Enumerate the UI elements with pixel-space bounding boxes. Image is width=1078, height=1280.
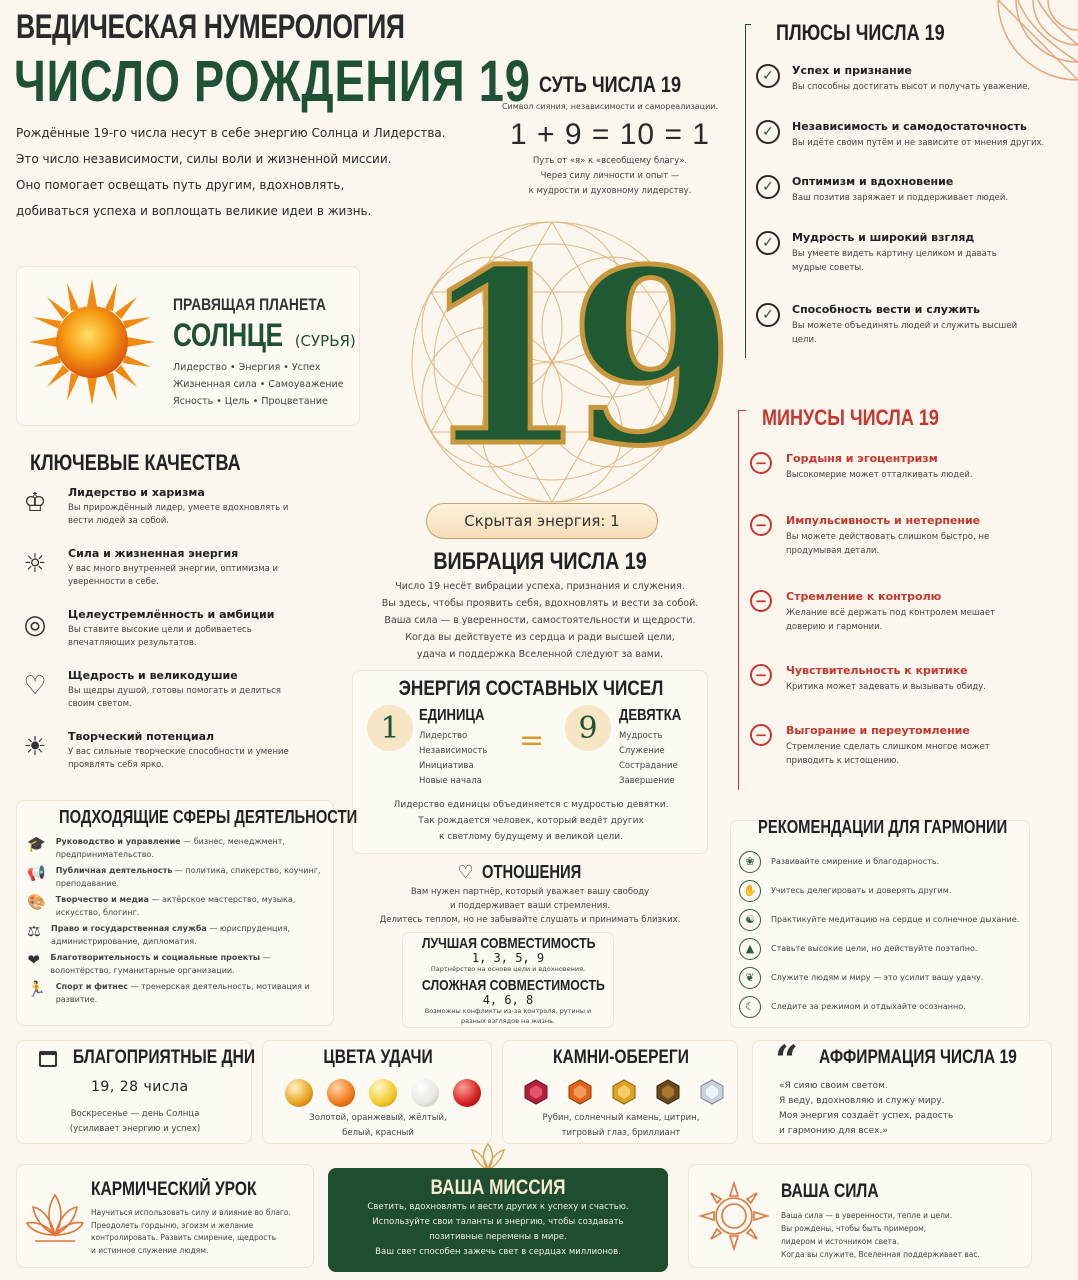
component-nine-name: ДЕВЯТКА (619, 707, 682, 724)
power-line: лидером и источником света. (781, 1237, 899, 1246)
intro-line: Оно помогает освещать путь другим, вдохновлять, (16, 178, 345, 192)
sphere-item (27, 893, 323, 922)
quality-title: Сила и жизненная энергия (68, 547, 239, 560)
essence-line: Путь от «я» к «всеобщему благу». (532, 156, 688, 166)
planet-name-row (173, 317, 356, 354)
fitness-icon: 🏃 (27, 980, 46, 998)
best-compat-note: Партнёрство на основе цели и вдохновения. (430, 965, 586, 973)
component-trait: Лидерство (419, 731, 468, 741)
vibration-title: ВИБРАЦИЯ ЧИСЛА 19 (433, 548, 647, 575)
minus-item (750, 452, 1050, 514)
stones-title: КАМНИ-ОБЕРЕГИ (553, 1047, 689, 1068)
relations-line: и поддерживает ваши стремления. (449, 901, 611, 911)
stones-line: тигровый глаз, бриллиант (561, 1128, 681, 1138)
minus-icon: − (750, 724, 772, 746)
component-trait: Инициатива (419, 761, 474, 771)
megaphone-icon: 📢 (27, 864, 46, 882)
equals-sign: = (519, 723, 545, 758)
minus-item-desc: Вы можете действовать слишком быстро, не продумывая детали. (786, 532, 990, 556)
colors-line: белый, красный (342, 1128, 414, 1138)
check-icon: ✓ (756, 64, 780, 88)
days-card (16, 1040, 256, 1144)
planet-trait: Жизненная сила • Самоуважение (173, 379, 344, 390)
planet-name: СОЛНЦЕ (173, 317, 283, 353)
summary-line: Лидерство единицы объединяется с мудростью девятки. (393, 800, 669, 810)
hard-compat-title: СЛОЖНАЯ СОВМЕСТИМОСТЬ (421, 977, 605, 994)
minuses-title: МИНУСЫ ЧИСЛА 19 (762, 405, 939, 430)
karmic-card (16, 1164, 314, 1268)
plus-item-title: Способность вести и служить (792, 303, 980, 316)
planet-name-alt: (СУРЬЯ) (294, 332, 356, 350)
karmic-line: контролировать. Развить смирение, щедрость (91, 1233, 277, 1242)
recommendation-item (739, 963, 1029, 992)
affirmation-line: Я веду, вдохновляю и служу миру. (779, 1096, 945, 1106)
components-card (352, 670, 708, 854)
plus-item-title: Независимость и самодостаточность (792, 120, 1027, 133)
plus-item-desc: Ваш позитив заряжает и поддерживает людей. (792, 193, 1009, 203)
planet-traits (173, 359, 344, 410)
target-icon: ◎ (23, 610, 47, 640)
recommendations-card (730, 817, 1030, 1028)
stones-card (502, 1040, 738, 1144)
quality-desc: У вас много внутренней энергии, оптимизма и уверенности в себе. (68, 564, 279, 587)
minus-item-title: Гордыня и эгоцентризм (786, 452, 938, 465)
days-line: (усиливает энергию и успех) (69, 1124, 201, 1134)
hidden-energy-badge (426, 503, 658, 539)
best-compat-title: ЛУЧШАЯ СОВМЕСТИМОСТЬ (421, 935, 596, 952)
stones-lines (503, 1111, 739, 1141)
plus-item-title: Успех и признание (792, 64, 912, 77)
plus-item-title: Оптимизм и вдохновение (792, 175, 954, 188)
best-compat-nums: 1, 3, 5, 9 (471, 951, 545, 965)
minus-item-desc: Высокомерие может отталкивать людей. (786, 470, 973, 480)
stone-swatches (523, 1079, 725, 1105)
quote-icon: “ (775, 1037, 799, 1084)
power-card (688, 1164, 1032, 1268)
minus-item-title: Чувствительность к критике (786, 664, 968, 677)
recommendations-list (739, 847, 1029, 1021)
plus-item-desc: Вы способны достигать высот и получать уважение. (792, 82, 1031, 92)
minus-item-title: Стремление к контролю (786, 590, 942, 603)
plus-item (756, 64, 1056, 120)
components-summary (353, 797, 709, 845)
sphere-name: Благотворительность и социальные проекты (50, 953, 261, 962)
minus-item-desc: Желание всё держать под контролем мешает доверию и гармонии. (786, 608, 996, 632)
gem-citrine-icon (611, 1079, 637, 1105)
recommendation-item (739, 876, 1029, 905)
component-trait: Независимость (419, 746, 488, 756)
power-title: ВАША СИЛА (781, 1181, 879, 1202)
recommendations-title: РЕКОМЕНДАЦИИ ДЛЯ ГАРМОНИИ (758, 817, 1008, 837)
affirmation-line: Моя энергия создаёт успех, радость (779, 1111, 954, 1121)
days-lines (17, 1107, 253, 1137)
sun-icon (27, 277, 157, 407)
heart-icon: ♡ (457, 862, 474, 883)
header-intro (16, 120, 476, 224)
mission-card (328, 1168, 668, 1272)
lotus-icon (25, 1189, 85, 1245)
quality-desc: У вас сильные творческие способности и умение проявлять себя ярко. (68, 747, 289, 770)
vibration-section (350, 548, 730, 663)
recommendation-text: Развивайте смирение и благодарность. (771, 856, 940, 866)
quality-desc: Вы прирождённый лидер, умеете вдохновлять и вести людей за собой. (68, 503, 289, 526)
sphere-name: Право и государственная служба (51, 924, 207, 933)
pluses-title: ПЛЮСЫ ЧИСЛА 19 (776, 20, 945, 45)
vibration-line: Ваша сила — в уверенности, самостоятельности и щедрости. (384, 615, 696, 626)
intro-line: Это число независимости, силы воли и жизненной миссии. (16, 152, 392, 166)
quality-item (18, 730, 318, 791)
relations-section (352, 862, 708, 927)
color-swatch-orange (327, 1079, 355, 1107)
minus-icon: − (750, 514, 772, 536)
mission-line: позитивные перемены в мире. (429, 1232, 567, 1242)
essence-formula: 1 + 9 = 10 = 1 (510, 118, 710, 151)
graduation-cap-icon: 🎓 (27, 835, 46, 853)
mission-title: ВАША МИССИЯ (430, 1176, 566, 1199)
sun-icon (699, 1181, 769, 1251)
days-line: Воскресенье — день Солнца (70, 1109, 200, 1119)
vibration-line: удача и поддержка Вселенной следуют за вами. (416, 649, 664, 660)
component-trait: Мудрость (619, 731, 663, 741)
minuses-frame (738, 410, 746, 790)
plus-item (756, 231, 1056, 303)
mountain-icon: ▲ (739, 938, 761, 960)
sphere-name: Спорт и фитнес (55, 982, 128, 991)
essence-section (490, 72, 730, 198)
crown-icon: ♔ (23, 488, 47, 518)
sphere-item (27, 864, 323, 893)
recommendation-item (739, 934, 1029, 963)
sphere-item (27, 980, 323, 1009)
gem-ruby-icon (523, 1079, 549, 1105)
affirmation-card (752, 1037, 1052, 1144)
days-title: БЛАГОПРИЯТНЫЕ ДНИ (73, 1047, 256, 1068)
quality-desc: Вы ставите высокие цели и добиваетесь впечатляющих результатов. (68, 625, 252, 648)
check-icon: ✓ (756, 120, 780, 144)
spheres-card (16, 800, 358, 1026)
planet-label: ПРАВЯЩАЯ ПЛАНЕТА (173, 295, 327, 314)
quality-title: Щедрость и великодушие (68, 669, 238, 682)
component-trait: Новые начала (419, 776, 482, 786)
karmic-lines (91, 1207, 291, 1257)
minus-icon: − (750, 452, 772, 474)
check-icon: ✓ (756, 231, 780, 255)
lotus-icon: ❀ (739, 851, 761, 873)
hard-compat-note: Возможны конфликты из-за контроля, рутины и разных взглядов на жизнь. (424, 1007, 592, 1025)
meditation-icon: ☯ (739, 909, 761, 931)
gem-tigers-eye-icon (655, 1079, 681, 1105)
check-icon: ✓ (756, 175, 780, 199)
affirmation-line: «Я сияю своим светом. (779, 1081, 888, 1091)
mission-line: Светить, вдохновлять и вести других к успеху и счастью. (367, 1202, 629, 1212)
spheres-title: ПОДХОДЯЩИЕ СФЕРЫ ДЕЯТЕЛЬНОСТИ (59, 807, 358, 827)
quality-title: Лидерство и харизма (68, 486, 205, 499)
header-kicker: ВЕДИЧЕСКАЯ НУМЕРОЛОГИЯ (16, 8, 405, 46)
pluses-list (756, 64, 1056, 363)
summary-line: Так рождается человек, который ведёт других (418, 816, 644, 826)
power-lines (781, 1209, 980, 1261)
essence-line: к мудрости и духовному лидерству. (528, 186, 692, 196)
qualities-list (18, 486, 318, 791)
sphere-name: Публичная деятельность (55, 866, 173, 875)
minus-item (750, 664, 1050, 724)
minus-item (750, 590, 1050, 664)
colors-title: ЦВЕТА УДАЧИ (323, 1047, 433, 1068)
component-trait: Служение (619, 746, 665, 756)
heart-hands-icon: ♡ (23, 671, 47, 701)
sphere-desc: — бизнес, менеджмент, предпринимательство. (55, 837, 285, 859)
color-swatch-white (411, 1079, 439, 1107)
sphere-desc: — актёрское мастерство, музыка, искусство, блогинг. (55, 895, 296, 917)
karmic-line: Научиться использовать силу и влияние во благо. (91, 1208, 291, 1217)
planet-card (16, 266, 360, 426)
minuses-list (750, 452, 1050, 784)
spheres-list (27, 835, 323, 1009)
quality-item (18, 486, 318, 547)
big-number-19: 19 (420, 217, 718, 499)
vibration-line: Когда вы действуете из сердца и ради высшей цели, (405, 632, 675, 643)
hard-compat-nums: 4, 6, 8 (482, 993, 534, 1007)
karmic-title: КАРМИЧЕСКИЙ УРОК (91, 1179, 257, 1200)
handshake-icon: ✋ (739, 880, 761, 902)
component-trait: Завершение (619, 776, 675, 786)
component-trait: Сострадание (619, 761, 678, 771)
plus-item-desc: Вы идёте своим путём и не зависите от мнения других. (792, 138, 1045, 148)
relations-title: ОТНОШЕНИЯ (481, 862, 581, 882)
minus-icon: − (750, 664, 772, 686)
recommendation-text: Ставьте высокие цели, но действуйте поэтапно. (771, 943, 978, 953)
number-nine: 9 (578, 710, 598, 746)
power-line: Когда вы служите, Вселенная поддерживает вас. (781, 1250, 980, 1259)
component-one-name: ЕДИНИЦА (419, 707, 485, 724)
plus-item-desc: Вы можете объединять людей и служить высшей цели. (792, 321, 1018, 345)
gem-sunstone-icon (567, 1079, 593, 1105)
recommendation-text: Учитесь делегировать и доверять другим. (771, 885, 952, 895)
vibration-line: Вы здесь, чтобы проявить себя, вдохновлять и вести за собой. (381, 598, 699, 609)
days-nums: 19, 28 числа (91, 1079, 189, 1095)
plus-item (756, 120, 1056, 175)
hidden-energy-label: Скрытая энергия: 1 (464, 512, 620, 530)
essence-line: Через силу личности и опыт — (540, 171, 680, 181)
sphere-item (27, 922, 323, 951)
scales-icon: ⚖ (27, 922, 41, 940)
pluses-frame (745, 24, 751, 358)
plus-item-desc: Вы умеете видеть картину целиком и давать мудрые советы. (792, 249, 997, 273)
recommendation-text: Практикуйте медитацию на сердце и солнечное дыхание. (771, 914, 1020, 924)
karmic-line: Преодолеть гордыню, эгоизм и желание (91, 1220, 254, 1230)
plus-item (756, 175, 1056, 231)
sphere-desc: — тренерская деятельность, мотивация и развитие. (55, 982, 310, 1004)
minus-item (750, 514, 1050, 590)
mission-line: Ваш свет способен зажечь свет в сердцах миллионов. (375, 1247, 621, 1257)
karmic-line: и истинное служение людям. (91, 1245, 209, 1255)
recommendation-text: Служите людям и миру — это усилит вашу удачу. (771, 972, 984, 982)
quality-item (18, 669, 318, 730)
sphere-name: Творчество и медиа (55, 895, 149, 904)
power-line: Вы рождены, чтобы быть примером, (781, 1224, 927, 1233)
intro-line: добиваться успеха и воплощать великие идеи в жизнь. (16, 204, 372, 218)
rest-icon: ☾ (739, 996, 761, 1018)
page-title: ЧИСЛО РОЖДЕНИЯ 19 (14, 49, 531, 114)
minus-item-title: Импульсивность и нетерпение (786, 514, 981, 527)
color-swatch-yellow (369, 1079, 397, 1107)
quality-desc: Вы щедры душой, готовы помогать и делиться своим светом. (68, 686, 281, 709)
quality-title: Творческий потенциал (68, 730, 215, 743)
planet-trait: Ясность • Цель • Процветание (173, 396, 328, 407)
component-nine (619, 707, 695, 789)
lightbulb-icon: ☀ (23, 732, 47, 762)
minus-icon: − (750, 590, 772, 612)
minus-item-title: Выгорание и переутомление (786, 724, 970, 737)
color-swatches (285, 1079, 481, 1107)
number-one-circle (367, 705, 413, 751)
recommendation-item (739, 847, 1029, 876)
charity-icon: ❤ (27, 951, 40, 969)
check-icon: ✓ (756, 303, 780, 327)
plus-item-title: Мудрость и широкий взгляд (792, 231, 975, 244)
components-title: ЭНЕРГИЯ СОСТАВНЫХ ЧИСЕЛ (398, 677, 664, 700)
affirmation-lines (779, 1079, 953, 1139)
mission-line: Используйте свои таланты и энергию, чтобы создавать (372, 1217, 624, 1227)
color-swatch-red (453, 1079, 481, 1107)
minus-item-desc: Критика может задевать и вызывать обиду. (786, 682, 986, 692)
recommendation-item (739, 905, 1029, 934)
sphere-item (27, 951, 323, 980)
compatibility-card (402, 932, 614, 1028)
plus-item (756, 303, 1056, 363)
vibration-line: Число 19 несёт вибрации успеха, признания и служения. (395, 581, 685, 592)
sphere-desc: — волонтёрство, гуманитарные организации. (50, 953, 271, 975)
qualities-title: КЛЮЧЕВЫЕ КАЧЕСТВА (30, 450, 241, 475)
quality-item (18, 608, 318, 669)
sphere-desc: — юриспруденция, администрирование, дипломатия. (51, 924, 291, 946)
number-one: 1 (380, 710, 400, 746)
quality-title: Целеустремлённость и амбиции (68, 608, 275, 621)
palette-icon: 🎨 (27, 893, 46, 911)
stones-line: Рубин, солнечный камень, цитрин, (542, 1113, 700, 1123)
summary-line: к светлому будущему и великой цели. (439, 832, 623, 842)
calendar-icon (39, 1051, 57, 1067)
power-line: Ваша сила — в уверенности, тепле и цели. (781, 1211, 953, 1220)
recommendation-text: Следите за режимом и отдыхайте осознанно. (771, 1001, 966, 1011)
minus-item (750, 724, 1050, 784)
sphere-desc: — политика, спикерство, коучинг, преподавание. (55, 866, 321, 888)
recommendation-item (739, 992, 1029, 1021)
sun-icon: ☼ (23, 549, 47, 579)
leaf-icon: ❦ (739, 967, 761, 989)
quality-item (18, 547, 318, 608)
affirmation-line: и гармонию для всех.» (779, 1126, 888, 1136)
sphere-item (27, 835, 323, 864)
affirmation-title: АФФИРМАЦИЯ ЧИСЛА 19 (819, 1047, 1017, 1068)
number-nine-circle (565, 705, 611, 751)
gem-diamond-icon (699, 1079, 725, 1105)
relations-line: Вам нужен партнёр, который уважает вашу свободу (410, 887, 650, 897)
component-one (419, 707, 499, 789)
planet-trait: Лидерство • Энергия • Успех (173, 362, 321, 373)
colors-lines (263, 1111, 493, 1141)
sphere-name: Руководство и управление (55, 837, 181, 846)
essence-subtitle: Символ сияния, независимости и самореализации. (501, 102, 719, 111)
minus-item-desc: Стремление сделать слишком многое может приводить к истощению. (786, 742, 990, 766)
intro-line: Рождённые 19-го числа несут в себе энергию Солнца и Лидерства. (16, 126, 446, 140)
colors-line: Золотой, оранжевый, жёлтый, (309, 1113, 447, 1123)
relations-line: Делитесь теплом, но не забывайте слушать и принимать близких. (379, 915, 681, 925)
essence-title: СУТЬ ЧИСЛА 19 (538, 72, 681, 97)
colors-card (262, 1040, 492, 1144)
color-swatch-gold (285, 1079, 313, 1107)
